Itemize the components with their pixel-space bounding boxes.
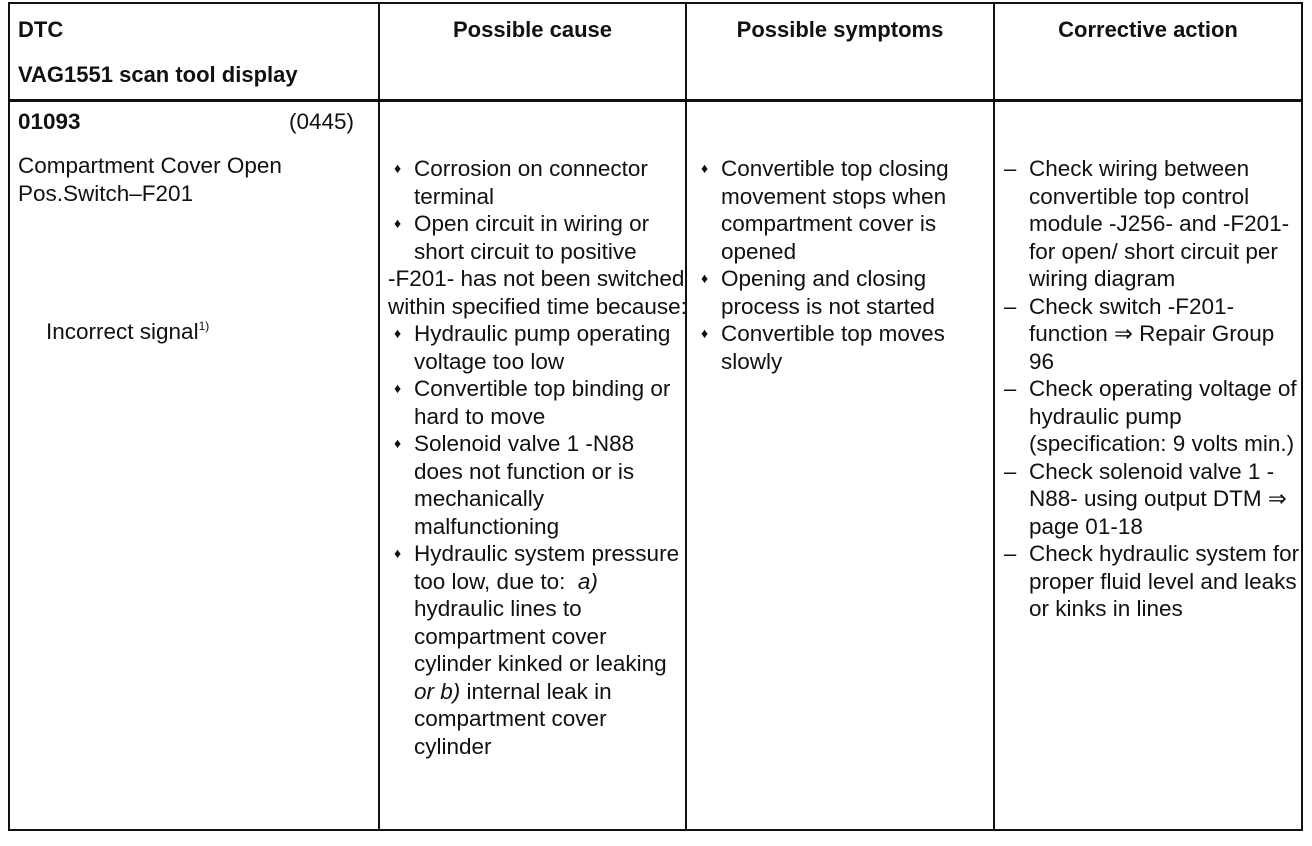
- dtc-table: [8, 2, 1303, 831]
- header-possible-symptoms: Possible symptoms: [736, 17, 944, 42]
- header-corrective-action: Corrective action: [1058, 17, 1238, 42]
- action-item: – Check switch -F201- function ⇒ Repair Group 96: [1004, 293, 1275, 374]
- diamond-bullet-icon: ♦: [701, 270, 709, 286]
- symptom-item: ♦ Convertible top moves slowly: [701, 321, 945, 374]
- corrective-actions: [1003, 155, 1303, 623]
- cause-item: ♦ Solenoid valve 1 -N88 does not function or is mechanically malfunctioning: [394, 431, 635, 539]
- diamond-bullet-icon: ♦: [394, 325, 402, 341]
- fault-signal: [46, 318, 209, 346]
- diamond-bullet-icon: ♦: [394, 545, 402, 561]
- footnote-marker: 1): [198, 319, 210, 333]
- cause-item: ♦ Hydraulic system pressure too low, due to: a) hydraulic lines to compartment cover cylinder kinked or leaking or b) internal leak in compartment cover cylinder: [394, 541, 680, 759]
- action-item: – Check hydraulic system for proper fluid level and leaks or kinks in lines: [1004, 541, 1300, 621]
- column-divider: [993, 4, 995, 829]
- diamond-bullet-icon: ♦: [394, 380, 402, 396]
- header-possible-cause: Possible cause: [453, 17, 612, 42]
- cause-item: ♦ Convertible top binding or hard to move: [394, 376, 671, 429]
- dash-bullet-icon: –: [1004, 293, 1017, 319]
- header-divider: [10, 99, 1301, 102]
- diamond-bullet-icon: ♦: [394, 160, 402, 176]
- cause-item: ♦ Hydraulic pump operating voltage too low: [394, 321, 671, 374]
- action-item: – Check operating voltage of hydraulic pump (specification: 9 volts min.): [1004, 376, 1297, 456]
- diamond-bullet-icon: ♦: [394, 435, 402, 451]
- diamond-bullet-icon: ♦: [701, 325, 709, 341]
- cause-item: ♦ Corrosion on connector terminal: [394, 156, 648, 209]
- dash-bullet-icon: –: [1004, 156, 1017, 181]
- possible-causes: [388, 155, 688, 760]
- possible-symptoms: [695, 155, 995, 375]
- diamond-bullet-icon: ♦: [701, 160, 709, 176]
- cause-intro: -F201- has not been switched within specified time because:: [388, 266, 687, 319]
- dash-bullet-icon: –: [1004, 541, 1017, 566]
- dtc-number: (0445): [289, 109, 355, 134]
- dtc-code: 01093: [18, 109, 81, 134]
- component-name: Compartment Cover Open Pos.Switch–F201: [18, 153, 282, 206]
- cause-item: ♦ Open circuit in wiring or short circuit to positive: [394, 211, 650, 264]
- header-scan-tool-display: VAG1551 scan tool display: [18, 62, 298, 87]
- sub-marker-a: a): [577, 568, 598, 594]
- symptom-item: ♦ Opening and closing process is not started: [701, 266, 935, 319]
- action-item: – Check solenoid valve 1 -N88- using output DTM ⇒ page 01-18: [1004, 458, 1287, 539]
- fault-signal-text: Incorrect signal: [46, 319, 199, 344]
- column-divider: [378, 4, 380, 829]
- action-item: – Check wiring between convertible top control module -J256- and -F201- for open/ short circuit per wiring diagram: [1004, 156, 1290, 291]
- symptom-item: ♦ Convertible top closing movement stops when compartment cover is opened: [701, 156, 949, 264]
- header-dtc: DTC: [18, 17, 64, 42]
- dash-bullet-icon: –: [1004, 458, 1017, 484]
- diamond-bullet-icon: ♦: [394, 215, 402, 231]
- sub-marker-or-b: or b): [414, 678, 461, 704]
- dash-bullet-icon: –: [1004, 376, 1017, 401]
